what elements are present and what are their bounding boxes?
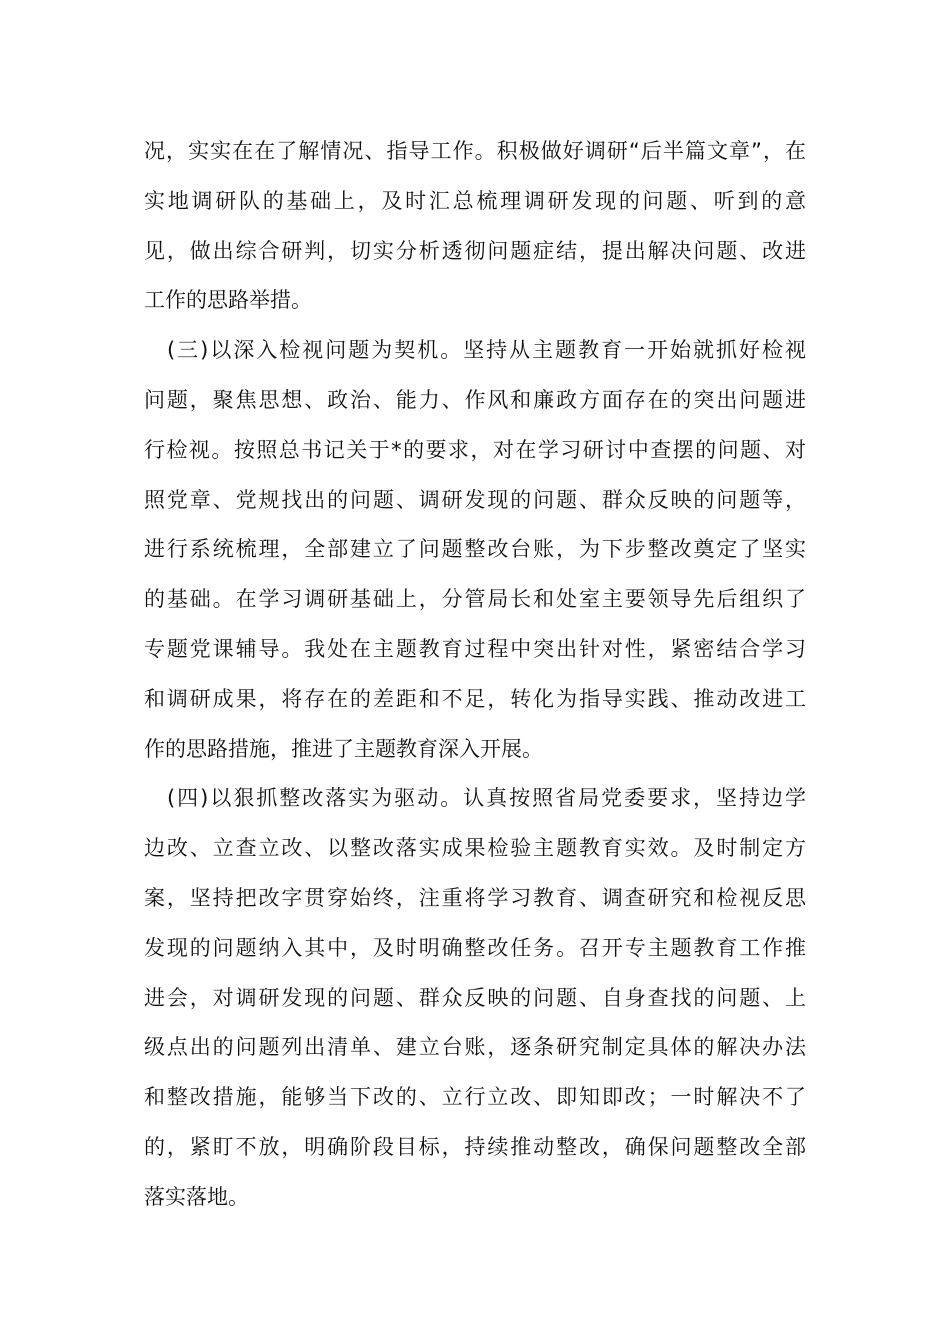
text-line: 的基础。在学习调研基础上，分管局长和处室主要领导先后组织了 (144, 587, 806, 612)
text-line: 落实落地。 (144, 1184, 249, 1209)
text-line: 行检视。按照总书记关于*的要求，对在学习研讨中查摆的问题、对 (144, 437, 806, 462)
text-line: 况，实实在在了解情况、指导工作。积极做好调研“后半篇文章”，在 (144, 139, 806, 163)
text-line: 进会，对调研发现的问题、群众反映的问题、自身查找的问题、上 (144, 985, 806, 1010)
text-line: 实地调研队的基础上，及时汇总梳理调研发现的问题、听到的意 (144, 188, 806, 213)
text-line: 案，坚持把改字贯穿始终，注重将学习教育、调查研究和检视反思 (144, 885, 806, 910)
text-line: 和整改措施，能够当下改的、立行立改、即知即改；一时解决不了 (144, 1085, 806, 1110)
text-line: 照党章、党规找出的问题、调研发现的问题、群众反映的问题等， (144, 487, 806, 512)
text-line: 级点出的问题列出清单、建立台账，逐条研究制定具体的解决办法 (144, 1035, 806, 1060)
text-line: 的，紧盯不放，明确阶段目标，持续推动整改，确保问题整改全部 (144, 1134, 806, 1159)
text-line: 作的思路措施，推进了主题教育深入开展。 (144, 736, 543, 761)
text-line: 边改、立查立改、以整改落实成果检验主题教育实效。及时制定方 (144, 836, 806, 861)
section-heading-line: (三)以深入检视问题为契机。坚持从主题教育一开始就抓好检视 (167, 338, 806, 363)
text-line: 发现的问题纳入其中，及时明确整改任务。召开专主题教育工作推 (144, 935, 806, 960)
body-text (144, 127, 806, 1223)
text-line: 见，做出综合研判，切实分析透彻问题症结，提出解决问题、改进 (144, 238, 806, 263)
text-line: 进行系统梳理，全部建立了问题整改台账，为下步整改奠定了坚实 (144, 537, 806, 562)
text-line: 问题，聚焦思想、政治、能力、作风和廉政方面存在的突出问题进 (144, 387, 806, 412)
section-heading-line: (四)以狠抓整改落实为驱动。认真按照省局党委要求，坚持边学 (167, 786, 806, 811)
text-line: 工作的思路举措。 (144, 288, 312, 313)
text-line: 专题党课辅导。我处在主题教育过程中突出针对性，紧密结合学习 (144, 636, 806, 661)
text-line: 和调研成果，将存在的差距和不足，转化为指导实践、推动改进工 (144, 686, 806, 711)
